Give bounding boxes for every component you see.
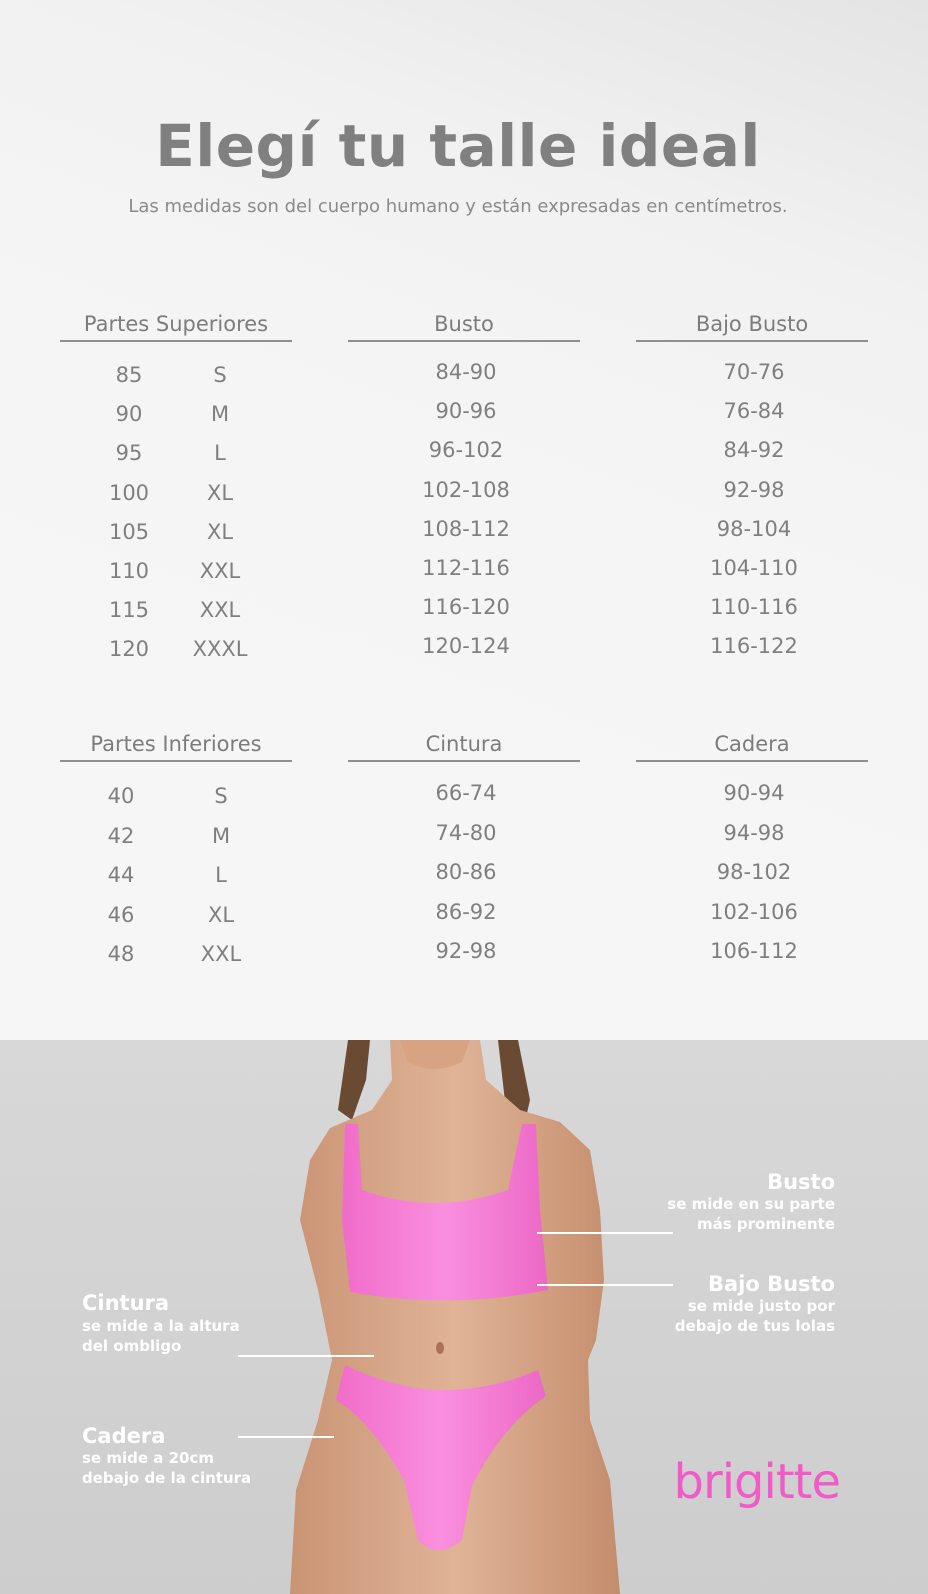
page-title: Elegí tu talle ideal <box>155 112 761 180</box>
bottoms-cell: 90-94 <box>723 781 785 805</box>
tops-header-size: Partes Superiores <box>60 310 292 342</box>
tops-cell: 98-104 <box>716 516 792 541</box>
bottoms-cell: 74-80 <box>435 820 497 845</box>
tops-cell: 120-124 <box>422 634 510 659</box>
cintura-label: Cintura <box>82 1291 170 1315</box>
bottoms-cell: 80-86 <box>435 860 497 884</box>
tops-cell: 84-90 <box>435 360 497 384</box>
tops-cell: XXL <box>199 598 241 623</box>
bottoms-cell: 92-98 <box>435 939 497 963</box>
cintura-desc-2: del ombligo <box>82 1337 182 1355</box>
tops-cell: 108-112 <box>422 516 510 541</box>
tops-cell: 115 <box>108 598 150 623</box>
tops-cell: 104-110 <box>710 556 798 580</box>
bottoms-cell: 102-106 <box>710 899 798 924</box>
bottoms-cell: 46 <box>107 902 135 927</box>
cadera-line <box>238 1436 334 1438</box>
bottoms-cell: 106-112 <box>710 939 798 963</box>
tops-cell: 90-96 <box>435 399 497 424</box>
tops-cell: 100 <box>108 480 150 505</box>
cadera-label: Cadera <box>82 1424 166 1448</box>
bajo-busto-desc-2: debajo de tus lolas <box>674 1317 835 1335</box>
bottoms-cell: M <box>211 823 231 848</box>
tops-cell: 105 <box>108 519 150 544</box>
bottoms-header-waist: Cintura <box>348 730 580 762</box>
bottoms-cell: 94-98 <box>723 820 785 845</box>
tops-cell: 116-122 <box>710 634 798 659</box>
busto-desc-2: más prominente <box>697 1215 835 1233</box>
tops-cell: 95 <box>115 441 143 466</box>
bottoms-cell: S <box>214 784 228 808</box>
cintura-desc-1: se mide a la altura <box>82 1317 240 1335</box>
tops-cell: 120 <box>108 637 150 662</box>
bajo-busto-desc-1: se mide justo por <box>687 1297 835 1315</box>
tops-cell: 102-108 <box>422 477 510 502</box>
busto-label: Busto <box>767 1170 835 1194</box>
tops-cell: 110-116 <box>710 595 798 620</box>
bottoms-cell: 98-102 <box>716 860 792 884</box>
bottoms-cell: XXL <box>200 942 242 966</box>
bottoms-cell: L <box>215 863 227 887</box>
bottoms-cell: 40 <box>107 784 135 808</box>
tops-cell: 84-92 <box>723 438 785 463</box>
tops-cell: XL <box>206 519 234 544</box>
bajo-busto-line <box>537 1284 673 1286</box>
tops-cell: 96-102 <box>428 438 504 463</box>
tops-cell: XXXL <box>192 637 248 662</box>
tops-cell: 92-98 <box>723 477 785 502</box>
tops-cell: M <box>210 402 230 427</box>
tops-header-bust: Busto <box>348 310 580 342</box>
cadera-desc-1: se mide a 20cm <box>82 1449 214 1467</box>
bottoms-header-size: Partes Inferiores <box>60 730 292 762</box>
tops-cell: XL <box>206 480 234 505</box>
tops-cell: 85 <box>115 363 143 387</box>
bottoms-header-hip: Cadera <box>636 730 868 762</box>
tops-cell: XXL <box>199 559 241 583</box>
busto-desc-1: se mide en su parte <box>667 1195 835 1213</box>
page-subtitle: Las medidas son del cuerpo humano y están expresadas en centímetros. <box>128 196 788 217</box>
bottoms-cell: 42 <box>107 823 135 848</box>
tops-cell: L <box>214 441 226 466</box>
tops-cell: 112-116 <box>422 556 510 580</box>
tops-cell: 76-84 <box>723 399 785 424</box>
tops-cell: 116-120 <box>422 595 510 620</box>
tops-header-underbust: Bajo Busto <box>636 310 868 342</box>
busto-line <box>537 1232 673 1234</box>
cadera-desc-2: debajo de la cintura <box>82 1469 252 1487</box>
bajo-busto-label: Bajo Busto <box>707 1272 835 1296</box>
tops-cell: 70-76 <box>723 360 785 384</box>
cintura-line <box>238 1355 374 1357</box>
tops-cell: S <box>213 363 227 387</box>
bottoms-cell: 44 <box>107 863 135 887</box>
brand-logo: brigitte <box>673 1454 840 1510</box>
bottoms-cell: 48 <box>107 942 135 966</box>
bottoms-cell: 86-92 <box>435 899 497 924</box>
bottoms-cell: 66-74 <box>435 781 497 805</box>
bottoms-cell: XL <box>207 902 235 927</box>
tops-cell: 90 <box>115 402 143 427</box>
tops-cell: 110 <box>108 559 150 583</box>
